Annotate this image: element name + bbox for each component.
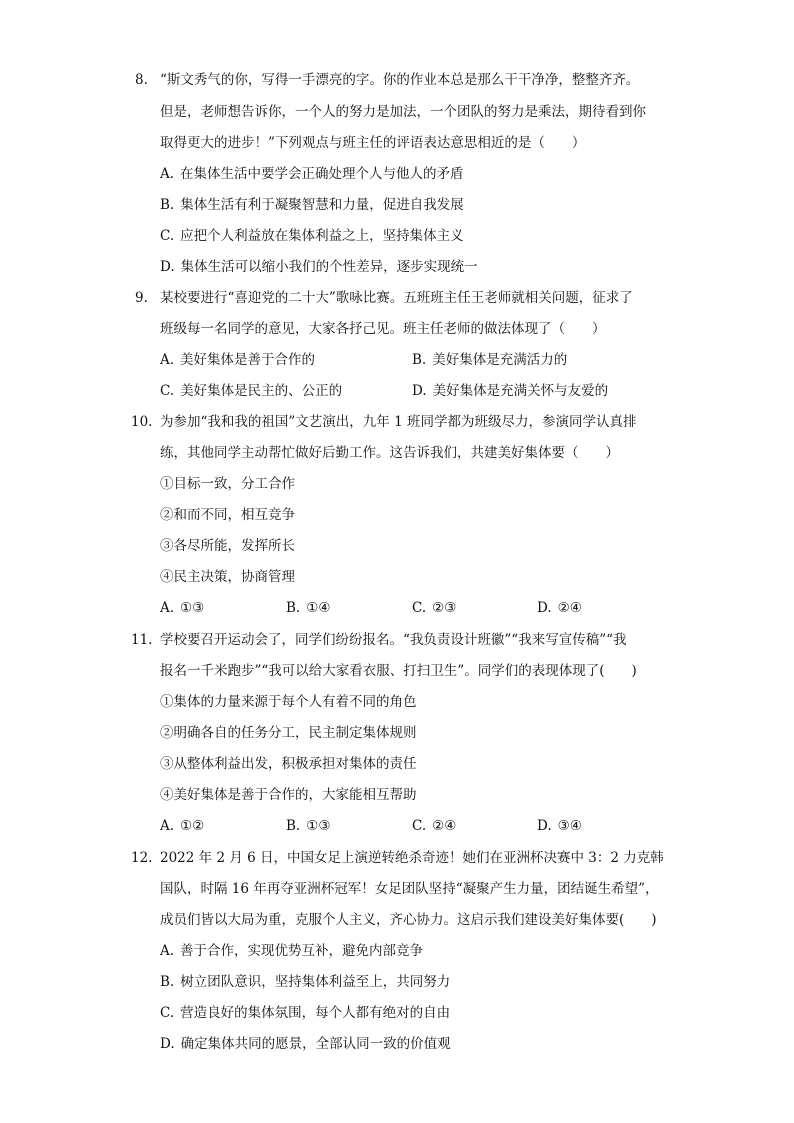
question-10-option-d: D. ②④ (537, 600, 582, 616)
question-8-option-b: B. 集体生活有利于凝聚智慧和力量，促进自我发展 (160, 197, 464, 213)
question-9-option-b: B. 美好集体是充满活力的 (412, 352, 568, 368)
question-10-option-c: C. ②③ (412, 600, 457, 616)
question-11-item-2: ②明确各自的任务分工，民主制定集体规则 (160, 725, 417, 741)
question-9-option-a: A. 美好集体是善于合作的 (160, 352, 316, 368)
question-11-option-b: B. ①③ (286, 818, 331, 834)
question-8-option-d: D. 集体生活可以缩小我们的个性差异，逐步实现统一 (160, 259, 478, 275)
question-11-option-c: C. ②④ (412, 818, 457, 834)
question-12-number: 12. (131, 850, 153, 866)
question-9-option-d: D. 美好集体是充满关怀与友爱的 (412, 383, 609, 399)
question-11-option-a: A. ①② (160, 818, 205, 834)
question-12-option-d: D. 确定集体共同的愿景，全部认同一致的价值观 (160, 1036, 451, 1052)
question-8-number: 8. (135, 72, 148, 88)
question-12-stem-line-1: 2022 年 2 月 6 日，中国女足上演逆转绝杀奇迹！她们在亚洲杯决赛中 3：2 力克韩 (160, 850, 664, 866)
question-9-number: 9. (135, 290, 148, 306)
question-10-stem-line-1: 为参加“我和我的祖国”文艺演出，九年 1 班同学都为班级尽力，参演同学认真排 (160, 414, 637, 430)
question-11-item-3: ③从整体利益出发，积极承担对集体的责任 (160, 756, 417, 772)
question-8-stem-line-1: “斯文秀气的你，写得一手漂亮的字。你的作业本总是那么干干净净，整整齐齐。 (160, 72, 640, 88)
question-10-item-2: ②和而不同，相互竞争 (160, 507, 295, 523)
question-11-item-1: ①集体的力量来源于每个人有着不同的角色 (160, 694, 417, 710)
question-12-option-b: B. 树立团队意识，坚持集体利益至上，共同努力 (160, 974, 451, 990)
question-12-option-c: C. 营造良好的集体氛围，每个人都有绝对的自由 (160, 1005, 451, 1021)
question-10-item-1: ①目标一致，分工合作 (160, 476, 295, 492)
question-10-item-3: ③各尽所能，发挥所长 (160, 538, 295, 554)
question-12-option-a: A. 善于合作，实现优势互补，避免内部竞争 (160, 943, 424, 959)
question-10-option-a: A. ①③ (160, 600, 205, 616)
question-11-item-4: ④美好集体是善于合作的，大家能相互帮助 (160, 787, 417, 803)
question-8-stem-line-3: 取得更大的进步！”下列观点与班主任的评语表达意思相近的是（ ） (160, 135, 586, 151)
question-11-stem-line-1: 学校要召开运动会了，同学们纷纷报名。“我负责设计班徽”“我来写宣传稿”“我 (160, 632, 627, 648)
question-11-stem-line-2: 报名一千米跑步”“我可以给大家看衣服、打扫卫生”。同学们的表现体现了( ) (160, 663, 637, 679)
question-9-stem-line-2: 班级每一名同学的意见，大家各抒己见。班主任老师的做法体现了（ ） (160, 321, 606, 337)
question-10-stem-line-2: 练，其他同学主动帮忙做好后勤工作。这告诉我们，共建美好集体要（ ） (160, 445, 619, 461)
question-10-item-4: ④民主决策，协商管理 (160, 569, 295, 585)
question-11-option-d: D. ③④ (537, 818, 582, 834)
question-12-stem-line-3: 成员们皆以大局为重，克服个人主义，齐心协力。这启示我们建设美好集体要( ) (160, 912, 657, 928)
question-8-option-a: A. 在集体生活中要学会正确处理个人与他人的矛盾 (160, 166, 464, 182)
question-12-stem-line-2: 国队，时隔 16 年再夺亚洲杯冠军！女足团队坚持“凝聚产生力量，团结诞生希望”， (160, 881, 659, 897)
question-11-number: 11. (131, 632, 153, 648)
question-8-stem-line-2: 但是，老师想告诉你，一个人的努力是加法，一个团队的努力是乘法，期待看到你 (160, 104, 646, 120)
question-9-stem-line-1: 某校要进行“喜迎党的二十大”歌咏比赛。五班班主任王老师就相关问题，征求了 (160, 290, 633, 306)
question-8-option-c: C. 应把个人利益放在集体利益之上，坚持集体主义 (160, 228, 464, 244)
question-10-number: 10. (131, 414, 153, 430)
question-9-option-c: C. 美好集体是民主的、公正的 (160, 383, 343, 399)
question-10-option-b: B. ①④ (286, 600, 331, 616)
